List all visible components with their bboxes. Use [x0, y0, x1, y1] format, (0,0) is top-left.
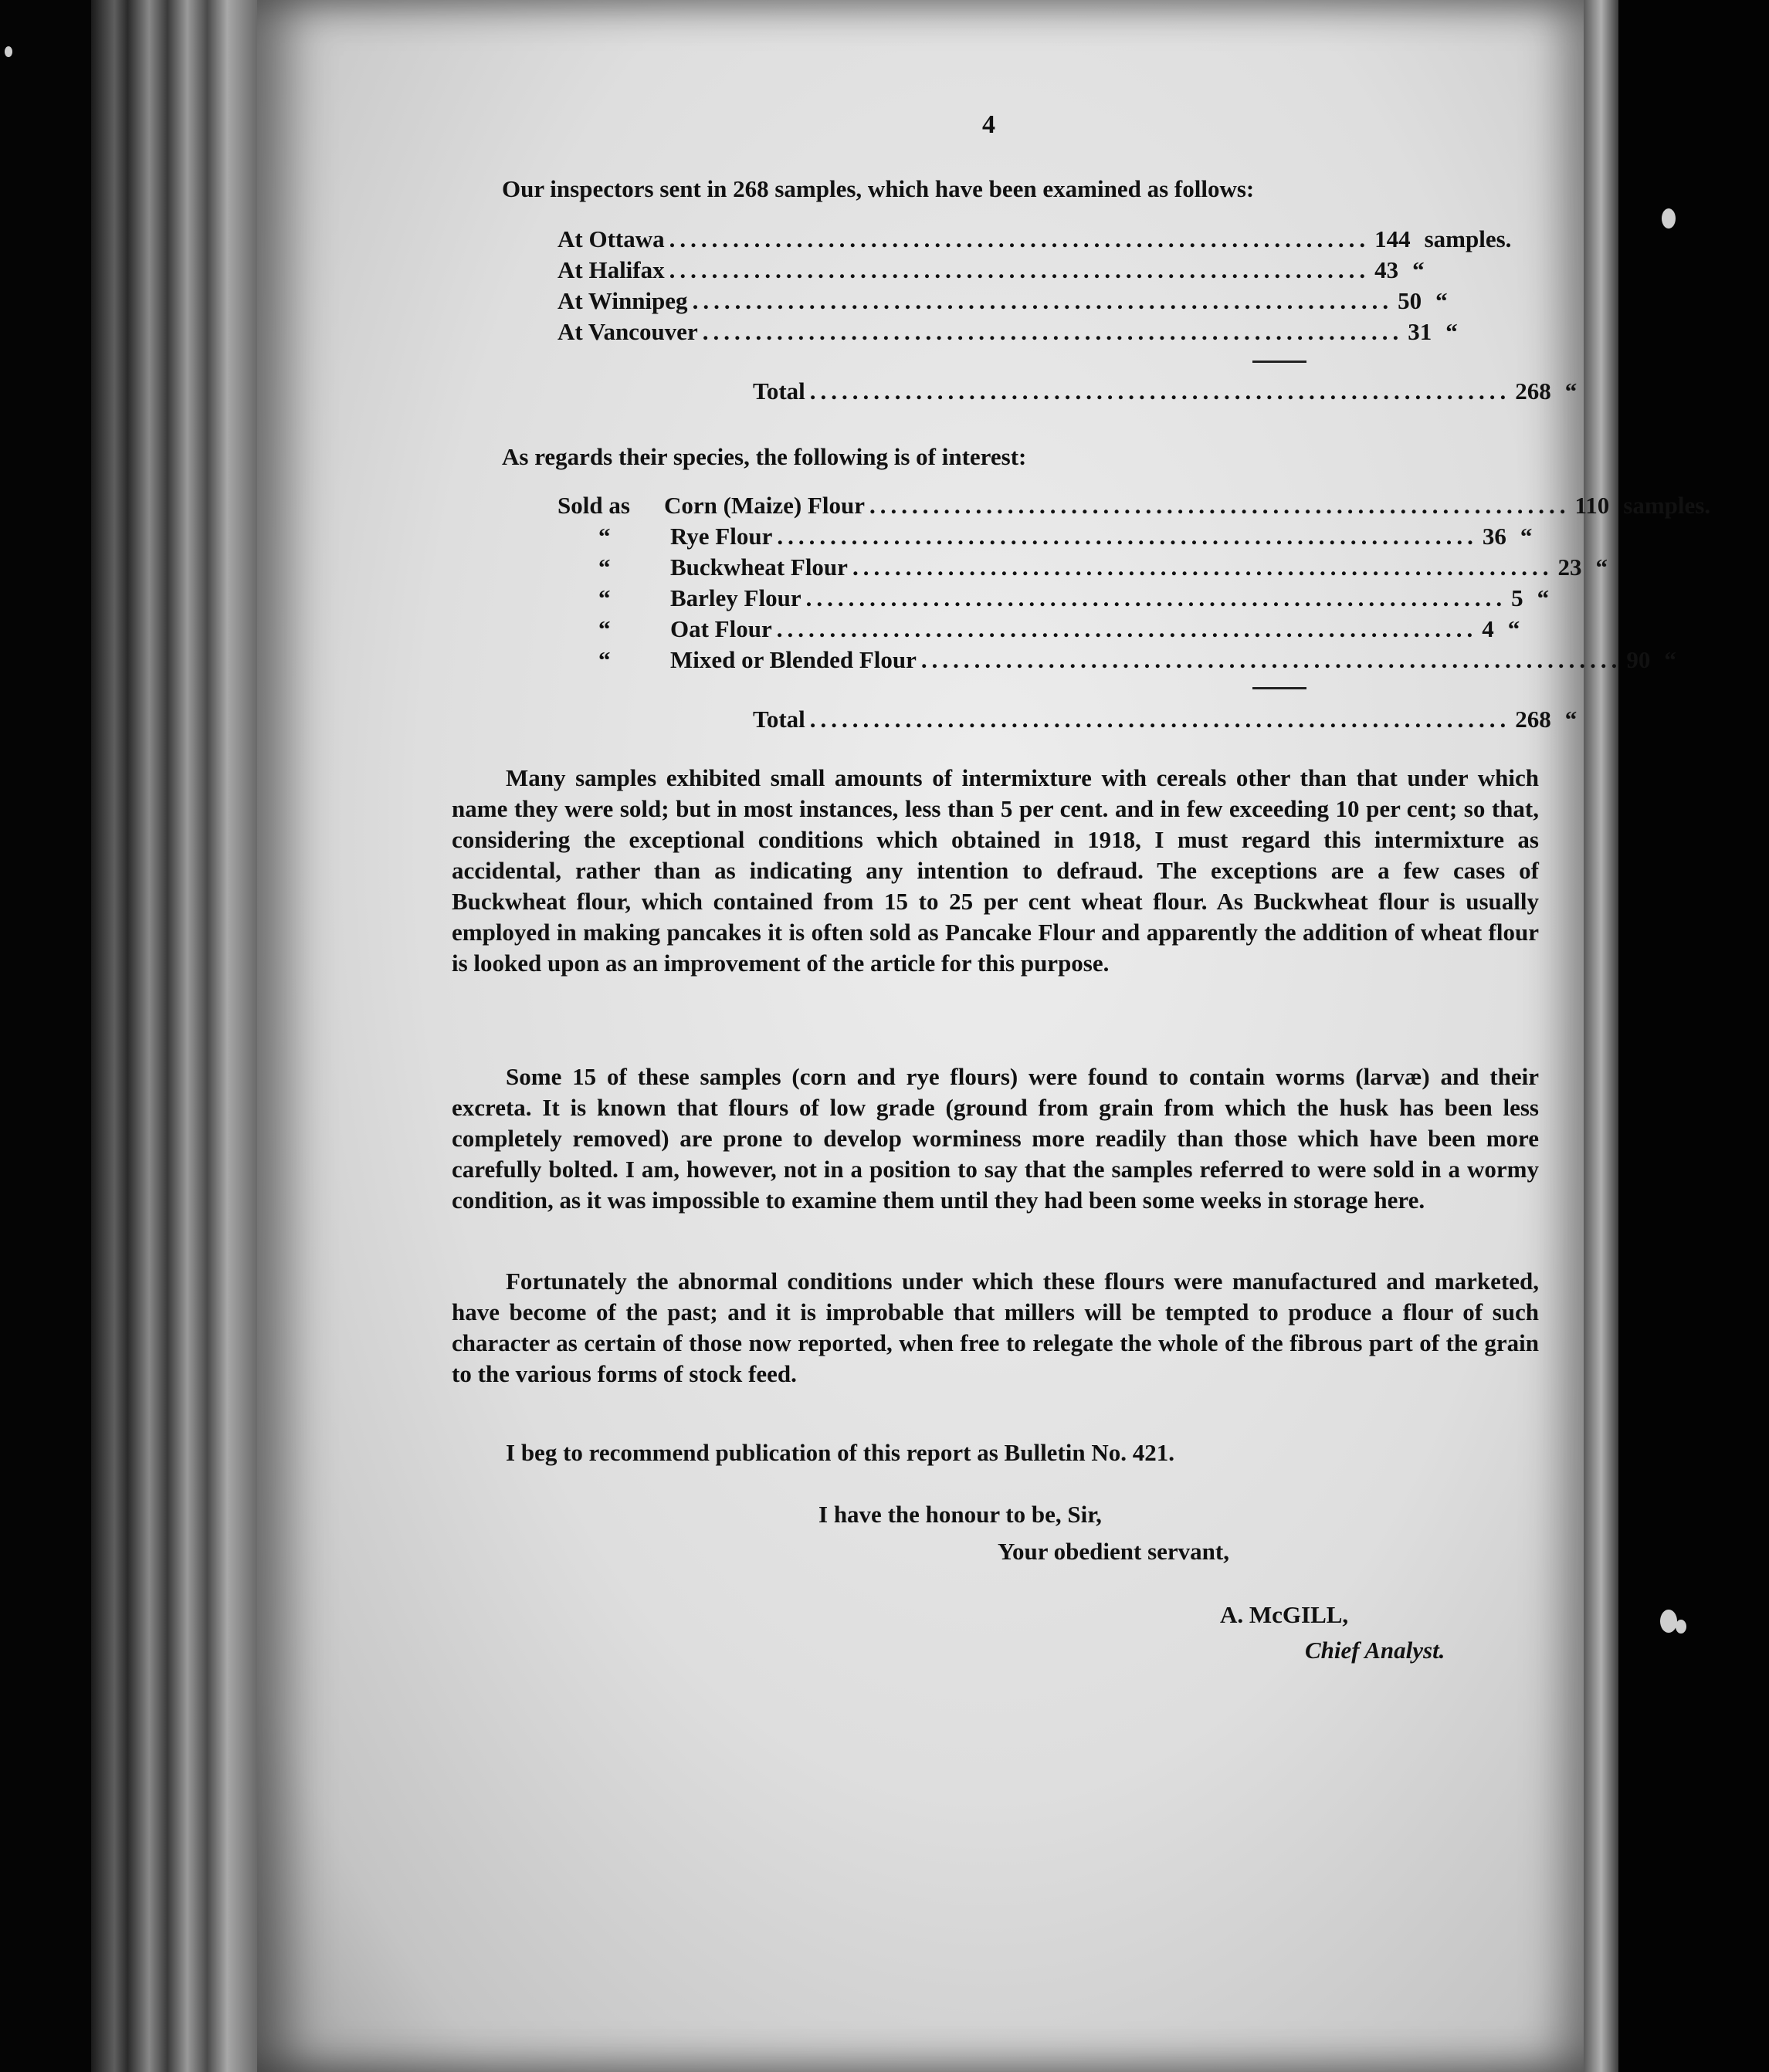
scan-speck [1662, 208, 1676, 229]
leader-dots: .................................................................. [777, 523, 1478, 550]
species-row [670, 521, 1533, 552]
location-value: 43 [1374, 256, 1399, 283]
scan-speck [1660, 1610, 1677, 1633]
page-right-edge [1584, 0, 1618, 2072]
total-rule [1252, 361, 1306, 363]
location-row [557, 255, 1445, 286]
species-row [670, 552, 1608, 583]
total-rule [1252, 687, 1306, 689]
intro-locations: Our inspectors sent in 268 samples, which have been examined as follows: [502, 175, 1255, 202]
species-value: 36 [1482, 523, 1506, 550]
species-label: Oat Flour [670, 615, 772, 642]
leader-dots: .................................................................. [920, 646, 1622, 673]
film-border [1618, 0, 1769, 2072]
location-label: At Winnipeg [557, 287, 688, 314]
leader-dots: .................................................................. [809, 706, 1511, 733]
species-row [664, 490, 1711, 521]
leader-dots: .................................................................. [776, 615, 1478, 642]
leader-dots: .................................................................. [805, 584, 1507, 611]
location-row [557, 317, 1458, 347]
species-label: Rye Flour [670, 523, 773, 550]
location-value: 31 [1408, 318, 1432, 345]
paragraph-conditions: Fortunately the abnormal conditions under which these flours were manufactured and marketed, have become of the past; and it is improbable that millers will be tempted to produce a flour of such character as certain of those now reported, when free to relegate the whole of the fibrous part of the grain to the various forms of stock feed. [452, 1268, 1539, 1387]
signature-name: A. McGILL, [1220, 1601, 1349, 1628]
location-label: At Halifax [557, 256, 665, 283]
leader-dots: .................................................................. [809, 377, 1511, 405]
total-value: 268 [1515, 706, 1551, 733]
location-row [557, 224, 1512, 255]
species-value: 110 [1574, 492, 1610, 519]
species-value: 90 [1626, 646, 1651, 673]
scan-speck [1676, 1620, 1686, 1634]
species-prefix: Sold as [557, 492, 630, 519]
leader-dots: .................................................................. [852, 554, 1554, 581]
locations-total-row [753, 376, 1578, 407]
species-unit: “ [1537, 584, 1550, 611]
leader-dots: .................................................................. [702, 318, 1404, 345]
species-label: Buckwheat Flour [670, 554, 848, 581]
signature-title: Chief Analyst. [1305, 1637, 1445, 1664]
total-unit: “ [1564, 377, 1578, 405]
species-prefix: “ [598, 615, 611, 642]
closing-salutation: I have the honour to be, Sir, [818, 1501, 1102, 1528]
location-unit: samples. [1424, 225, 1512, 252]
location-unit: “ [1445, 318, 1458, 345]
species-unit: samples. [1623, 492, 1711, 519]
total-label: Total [753, 706, 805, 733]
species-prefix: “ [598, 554, 611, 581]
species-row [670, 614, 1520, 645]
leader-dots: .................................................................. [669, 256, 1371, 283]
location-label: At Vancouver [557, 318, 698, 345]
species-label: Corn (Maize) Flour [664, 492, 865, 519]
total-value: 268 [1515, 377, 1551, 405]
total-label: Total [753, 377, 805, 405]
species-value: 23 [1557, 554, 1582, 581]
leader-dots: .................................................................. [692, 287, 1394, 314]
scan-speck [5, 46, 12, 57]
species-prefix: “ [598, 584, 611, 611]
species-row [670, 645, 1676, 675]
paragraph-worms: Some 15 of these samples (corn and rye flours) were found to contain worms (larvæ) and their excreta. It is known that flours of low grade (ground from grain from which the husk has been less completely removed) are prone to develop worminess more readily than those which have been more carefully bolted. I am, however, not in a position to say that the samples referred to were sold in a wormy condition, as it was impossible to examine them until they had been some weeks in storage here. [452, 1063, 1539, 1214]
species-unit: “ [1520, 523, 1533, 550]
intro-species: As regards their species, the following is of interest: [502, 443, 1027, 470]
closing-servant: Your obedient servant, [998, 1538, 1229, 1565]
species-prefix: “ [598, 523, 611, 550]
species-unit: “ [1507, 615, 1520, 642]
location-label: At Ottawa [557, 225, 665, 252]
page-number: 4 [982, 110, 995, 139]
book-edge [91, 0, 257, 2072]
total-unit: “ [1564, 706, 1578, 733]
location-value: 50 [1398, 287, 1422, 314]
species-value: 5 [1511, 584, 1523, 611]
location-unit: “ [1412, 256, 1425, 283]
location-row [557, 286, 1448, 317]
species-unit: “ [1664, 646, 1676, 673]
species-unit: “ [1595, 554, 1608, 581]
species-label: Barley Flour [670, 584, 801, 611]
species-value: 4 [1482, 615, 1494, 642]
species-prefix: “ [598, 646, 611, 673]
leader-dots: .................................................................. [669, 225, 1371, 252]
species-total-row [753, 704, 1578, 735]
recommendation: I beg to recommend publication of this report as Bulletin No. 421. [506, 1439, 1175, 1466]
paragraph-intermixture: Many samples exhibited small amounts of intermixture with cereals other than that under which name they were sold; but in most instances, less than 5 per cent. and in few exceeding 10 per cent; so that, considering the exceptional conditions which obtained in 1918, I must regard this intermixture as accidental, rather than as indicating any intention to defraud. The exceptions are a few cases of Buckwheat flour, which contained from 15 to 25 per cent wheat flour. As Buckwheat flour is usually employed in making pancakes it is often sold as Pancake Flour and apparently the addition of wheat flour is looked upon as an improvement of the article for this purpose. [452, 764, 1539, 977]
species-label: Mixed or Blended Flour [670, 646, 917, 673]
species-row [670, 583, 1550, 614]
leader-dots: .................................................................. [869, 492, 1571, 519]
location-value: 144 [1374, 225, 1411, 252]
location-unit: “ [1435, 287, 1448, 314]
